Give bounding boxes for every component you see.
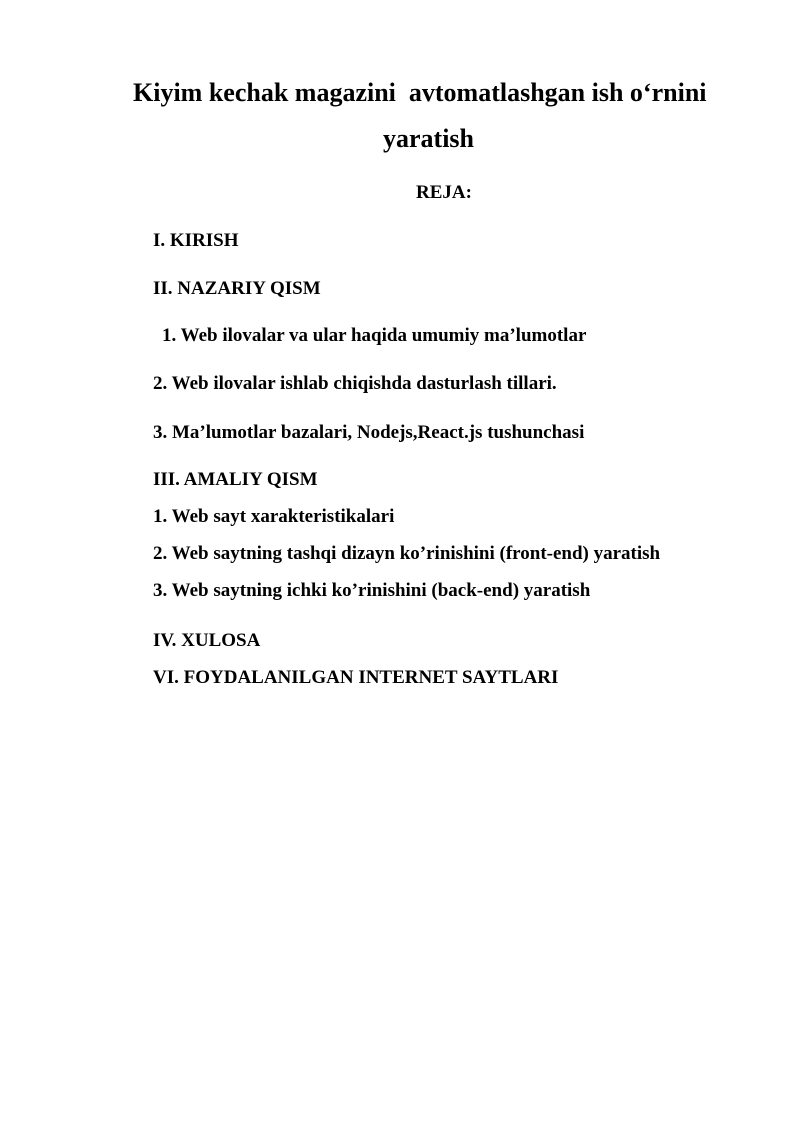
subsection-dasturlash-tillari: 2. Web ilovalar ishlab chiqishda dasturlash tillari. [153,373,557,394]
section-internet-saytlari: VI. FOYDALANILGAN INTERNET SAYTLARI [153,667,559,688]
section-kirish: I. KIRISH [153,230,239,251]
section-xulosa: IV. XULOSA [153,630,261,651]
subsection-front-end: 2. Web saytning tashqi dizayn ko’rinishini (front-end) yaratish [153,543,661,564]
subsection-web-sayt-xarakteristikalari: 1. Web sayt xarakteristikalari [153,506,395,527]
subsection-web-ilovalar: 1. Web ilovalar va ular haqida umumiy ma’lumotlar [162,325,587,346]
section-nazariy-qism: II. NAZARIY QISM [153,278,321,299]
section-amaliy-qism: III. AMALIY QISM [153,469,318,490]
subsection-back-end: 3. Web saytning ichki ko’rinishini (back-end) yaratish [153,580,591,601]
document-title-line-2: yaratish [383,124,474,153]
plan-heading: REJA: [416,182,472,203]
document-title-line-1: Kiyim kechak magazini avtomatlashgan ish o‘rnini [133,78,707,107]
subsection-malumotlar-bazalari: 3. Ma’lumotlar bazalari, Nodejs,React.js tushunchasi [153,422,585,443]
